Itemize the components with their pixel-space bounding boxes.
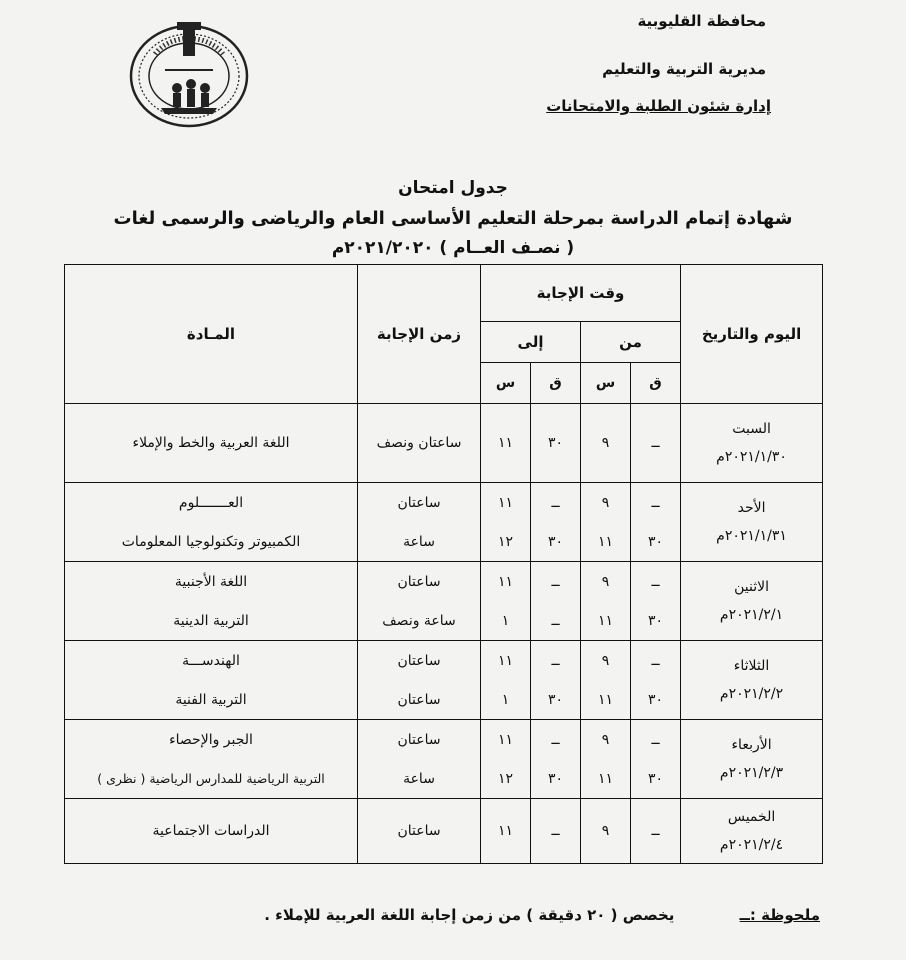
note-label: ملحوظة :ــ	[739, 906, 820, 924]
from-hour-cell	[581, 720, 631, 799]
subject-cell	[65, 641, 358, 720]
day-name: السبت	[732, 421, 771, 437]
to-hour: ١١	[498, 435, 514, 451]
table-row	[65, 720, 823, 799]
from-hour: ٩	[601, 731, 610, 748]
day-date-cell	[681, 720, 823, 799]
day-date-cell	[681, 404, 823, 483]
from-minute-cell	[631, 562, 681, 641]
to-minute: ــ	[551, 731, 560, 748]
department-name: إدارة شئون الطلبة والامتحانات	[546, 97, 771, 115]
to-minute: ــ	[551, 652, 560, 669]
day-date-cell	[681, 641, 823, 720]
table-row	[65, 483, 823, 562]
from-hour: ١١	[598, 533, 614, 550]
header-to-minute: ق	[531, 363, 581, 404]
exam-date: ٢٠٢١/٢/٢م	[719, 686, 784, 702]
from-minute: ٣٠	[648, 770, 664, 787]
to-hour: ١	[501, 612, 510, 629]
to-hour: ١١	[498, 731, 514, 748]
certificate-title: شهادة إتمام الدراسة بمرحلة التعليم الأساسى العام والرياضى والرسمى لغات	[113, 208, 793, 229]
from-minute: ٣٠	[648, 691, 664, 708]
to-minute-cell	[531, 483, 581, 562]
to-hour: ١	[501, 691, 510, 708]
to-minute: ٣٠	[548, 770, 564, 787]
table-row	[65, 404, 823, 483]
header-to: إلى	[481, 322, 581, 363]
from-minute-cell	[631, 404, 681, 483]
exam-date: ٢٠٢١/١/٣٠م	[716, 449, 787, 465]
from-hour: ٩	[601, 823, 610, 839]
duration: ساعتان	[397, 823, 441, 839]
ministry-seal-icon	[125, 18, 253, 130]
table-row	[65, 799, 823, 864]
from-minute: ٣٠	[648, 533, 664, 550]
duration: ساعتان	[397, 652, 441, 669]
subject: التربية الدينية	[173, 612, 249, 629]
duration: ساعتان ونصف	[376, 435, 462, 451]
from-hour: ٩	[601, 652, 610, 669]
subject-cell	[65, 799, 358, 864]
to-hour-cell	[481, 404, 531, 483]
to-hour-cell	[481, 483, 531, 562]
to-hour: ١٢	[498, 533, 514, 550]
from-hour: ١١	[598, 691, 614, 708]
from-minute-cell	[631, 483, 681, 562]
from-minute: ــ	[651, 731, 660, 748]
governorate-name: محافظة القليوبية	[637, 12, 766, 30]
header-from-minute: ق	[631, 363, 681, 404]
to-minute-cell	[531, 799, 581, 864]
to-hour: ١١	[498, 823, 514, 839]
to-hour-cell	[481, 720, 531, 799]
from-hour: ٩	[601, 435, 610, 451]
document-title: جدول امتحان	[398, 178, 508, 198]
duration: ساعتان	[397, 494, 441, 511]
day-name: الثلاثاء	[733, 658, 770, 674]
to-hour-cell	[481, 799, 531, 864]
subject-cell	[65, 562, 358, 641]
to-minute: ٣٠	[548, 691, 564, 708]
from-hour: ٩	[601, 573, 610, 590]
duration-cell	[358, 404, 481, 483]
to-minute: ــ	[551, 823, 560, 839]
exam-date: ٢٠٢١/٢/٣م	[719, 765, 784, 781]
day-date-cell	[681, 483, 823, 562]
subject-cell	[65, 404, 358, 483]
subject-cell	[65, 483, 358, 562]
exam-date: ٢٠٢١/١/٣١م	[716, 528, 787, 544]
header-duration: زمن الإجابة	[358, 265, 481, 404]
subject: العـــــــلوم	[178, 494, 244, 511]
duration-cell	[358, 483, 481, 562]
subject-cell	[65, 720, 358, 799]
from-minute: ــ	[651, 435, 660, 451]
note	[100, 906, 820, 924]
directorate-name: مديرية التربية والتعليم	[602, 60, 766, 78]
to-minute: ــ	[551, 494, 560, 511]
duration: ساعتان	[397, 731, 441, 748]
to-hour-cell	[481, 562, 531, 641]
to-minute: ــ	[551, 573, 560, 590]
day-name: الأحد	[737, 500, 766, 516]
to-hour: ١١	[498, 652, 514, 669]
header-answer-time: وقت الإجابة	[481, 265, 681, 322]
note-text: يخصص ( ٢٠ دقيقة ) من زمن إجابة اللغة العربية للإملاء .	[264, 906, 675, 924]
duration-cell	[358, 562, 481, 641]
from-minute-cell	[631, 799, 681, 864]
header-subject: المـادة	[65, 265, 358, 404]
subject: الكمبيوتر وتكنولوجيا المعلومات	[121, 533, 301, 550]
subject: اللغة الأجنبية	[174, 573, 248, 590]
subject: الدراسات الاجتماعية	[152, 823, 270, 839]
duration: ساعة	[403, 770, 435, 787]
duration-cell	[358, 641, 481, 720]
day-name: الأربعاء	[731, 737, 772, 753]
to-hour: ١١	[498, 494, 514, 511]
to-minute: ٣٠	[548, 533, 564, 550]
subject: الهندســـة	[182, 652, 240, 669]
subject: اللغة العربية والخط والإملاء	[132, 435, 290, 451]
exam-date: ٢٠٢١/٢/١م	[719, 607, 784, 623]
from-hour: ١١	[598, 612, 614, 629]
day-name: الخميس	[727, 809, 776, 825]
header-day-date: اليوم والتاريخ	[681, 265, 823, 404]
to-minute-cell	[531, 404, 581, 483]
header-to-hour: س	[481, 363, 531, 404]
table-row	[65, 641, 823, 720]
table-row	[65, 562, 823, 641]
header-from-hour: س	[581, 363, 631, 404]
duration-cell	[358, 720, 481, 799]
from-hour: ١١	[598, 770, 614, 787]
to-minute-cell	[531, 720, 581, 799]
duration: ساعة ونصف	[382, 612, 456, 629]
from-hour-cell	[581, 483, 631, 562]
subject: التربية الرياضية للمدارس الرياضية ( نظرى )	[97, 770, 325, 786]
from-hour: ٩	[601, 494, 610, 511]
to-hour-cell	[481, 641, 531, 720]
duration-cell	[358, 799, 481, 864]
to-minute: ــ	[551, 612, 560, 629]
subject: الجبر والإحصاء	[169, 731, 253, 748]
schedule-body	[65, 404, 823, 864]
to-hour: ١١	[498, 573, 514, 590]
from-minute: ــ	[651, 823, 660, 839]
from-hour-cell	[581, 404, 631, 483]
to-minute-cell	[531, 562, 581, 641]
exam-schedule-table	[64, 264, 823, 864]
from-minute: ــ	[651, 573, 660, 590]
header-from: من	[581, 322, 681, 363]
from-hour-cell	[581, 641, 631, 720]
from-minute-cell	[631, 641, 681, 720]
to-minute: ٣٠	[548, 435, 564, 451]
exam-date: ٢٠٢١/٢/٤م	[719, 837, 784, 853]
from-hour-cell	[581, 562, 631, 641]
from-minute: ــ	[651, 494, 660, 511]
from-hour-cell	[581, 799, 631, 864]
from-minute: ــ	[651, 652, 660, 669]
subject: التربية الفنية	[175, 691, 247, 708]
day-date-cell	[681, 562, 823, 641]
to-hour: ١٢	[498, 770, 514, 787]
duration: ساعتان	[397, 573, 441, 590]
from-minute-cell	[631, 720, 681, 799]
day-date-cell	[681, 799, 823, 864]
from-minute: ٣٠	[648, 612, 664, 629]
day-name: الاثنين	[734, 579, 769, 595]
duration: ساعة	[403, 533, 435, 550]
to-minute-cell	[531, 641, 581, 720]
term-subtitle: ( نصـف العــام ) ٢٠٢١/٢٠٢٠م	[331, 238, 575, 258]
duration: ساعتان	[397, 691, 441, 708]
